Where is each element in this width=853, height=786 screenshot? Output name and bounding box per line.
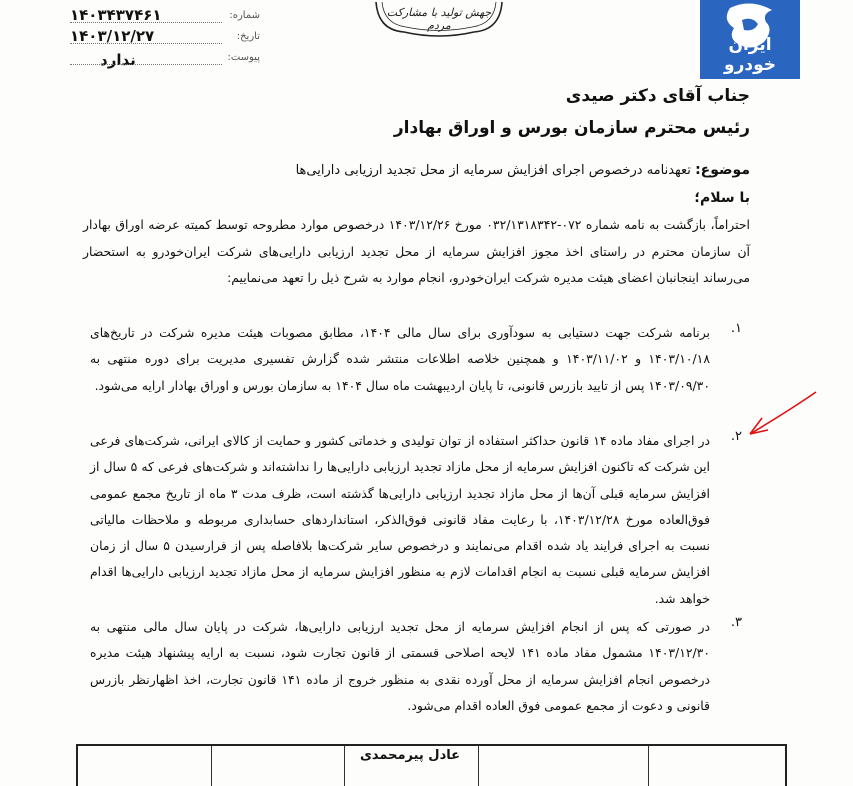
company-logo (700, 0, 800, 79)
signatory-name: عادل پیرمحمدی (359, 748, 461, 763)
letter-meta (70, 6, 260, 69)
meta-number-row (70, 6, 260, 27)
letter-attachment-label: پیوست: (227, 52, 260, 63)
letter-subject (296, 162, 750, 178)
item-number: ۳. (730, 615, 742, 630)
item-number: ۱. (730, 321, 742, 336)
addressee-title: رئیس محترم سازمان بورس و اوراق بهادار (393, 118, 750, 138)
letter-number: ۱۴۰۳۴۳۷۴۶۱ (70, 6, 162, 24)
intro-paragraph: احتراماً، بازگشت به نامه شماره ۰۷۲-۰۳۲/۱۳۱۸۳۴۲ مورخ ۱۴۰۳/۱۲/۲۶ درخصوص موارد مطروحه توسط کمیته عرضه اوراق بهادار آن سازمان محترم در راستای اخذ مجوز افزایش سرمایه از محل تجدید ارزیابی دارایی‌های شرکت ایران‌خودرو به استحضار می‌رساند اینجانبان اعضای هیئت مدیره شرکت ایران‌خودرو، انجام موارد به شرح ذیل را تعهد می‌نماییم: (83, 217, 750, 285)
subject-label: موضوع: (695, 162, 750, 178)
stamp-text: جهش تولید با مشارکت مردم (386, 6, 492, 32)
slogan-stamp (374, 0, 504, 38)
meta-attach-row (70, 48, 260, 69)
list-item: در صورتی که پس از انجام افزایش سرمایه از محل تجدید ارزیابی دارایی‌ها، شرکت در پایان سال مالی منتهی به ۱۴۰۳/۱۲/۳۰ مشمول مفاد ماده ۱۴۱ لایحه اصلاحی قسمتی از قانون تجارت شود، نسبت به ارایه پیشنهاد هیئت مدیره درخصوص انجام افزایش سرمایه از محل آورده نقدی به منظور خروج از ماده ۱۴۱ قانون تجارت، اخذ اظهارنظر بازرس قانونی و دعوت از مجمع عمومی فوق العاده اقدام می‌شود. (90, 619, 711, 713)
list-item: برنامه شرکت جهت دستیابی به سودآوری برای سال مالی ۱۴۰۴، مطابق مصوبات هیئت مدیره شرکت در تاریخ‌های ۱۴۰۳/۱۰/۱۸ و ۱۴۰۳/۱۱/۰۲ و همچنین خلاصه اطلاعات منتشر شده گزارش تفسیری مدیریت برای دوره منتهی به ۱۴۰۳/۰۹/۳۰ پس از تایید بازرس قانونی، تا پایان اردیبهشت ماه سال ۱۴۰۴ به سازمان بورس و اوراق بهادار ارایه می‌شود. (90, 325, 710, 393)
letter-attachment: ندارد (100, 51, 136, 69)
greeting: با سلام؛ (694, 190, 750, 206)
item-number: ۲. (730, 429, 742, 444)
list-item: در اجرای مفاد ماده ۱۴ قانون حداکثر استفاده از توان تولیدی و خدماتی کشور و حمایت از کالای ایرانی، شرکت‌های فرعی این شرکت که تاکنون افزایش سرمایه از محل مازاد تجدید ارزیابی دارایی‌ها را نداشته‌اند و شرکت‌های فرعی که ۵ سال از افزایش سرمایه قبلی آن‌ها از محل مازاد تجدید ارزیابی دارایی‌ها گذشته است، ظرف مدت ۳ ماه از تاریخ مجمع عمومی فوق‌العاده مورخ ۱۴۰۳/۱۲/۲۸، با رعایت مفاد قانونی فوق‌الذکر، استانداردهای حسابداری مربوطه و ملاحظات مالیاتی نسبت به اجرای فرایند یاد شده اقدام می‌نمایند و درخصوص سایر شرکت‌ها بلافاصله پس از فرارسیدن ۵ سال از زمان افزایش سرمایه قبلی نسبت به انجام اقدامات لازم به منظور افزایش سرمایه از محل مازاد تجدید ارزیابی دارایی‌ها اقدام خواهد شد. (90, 433, 710, 606)
meta-date-row (70, 27, 260, 48)
letter-date-label: تاریخ: (236, 31, 260, 42)
addressee-name: جناب آقای دکتر صیدی (565, 86, 750, 106)
subject-text: تعهدنامه درخصوص اجرای افزایش سرمایه از محل تجدید ارزیابی دارایی‌ها (295, 163, 691, 178)
letter-date: ۱۴۰۳/۱۲/۲۷ (70, 27, 155, 45)
red-arrow-icon (740, 388, 820, 448)
logo-text: ایران خودرو (724, 35, 776, 75)
letter-number-label: شماره: (229, 10, 260, 21)
